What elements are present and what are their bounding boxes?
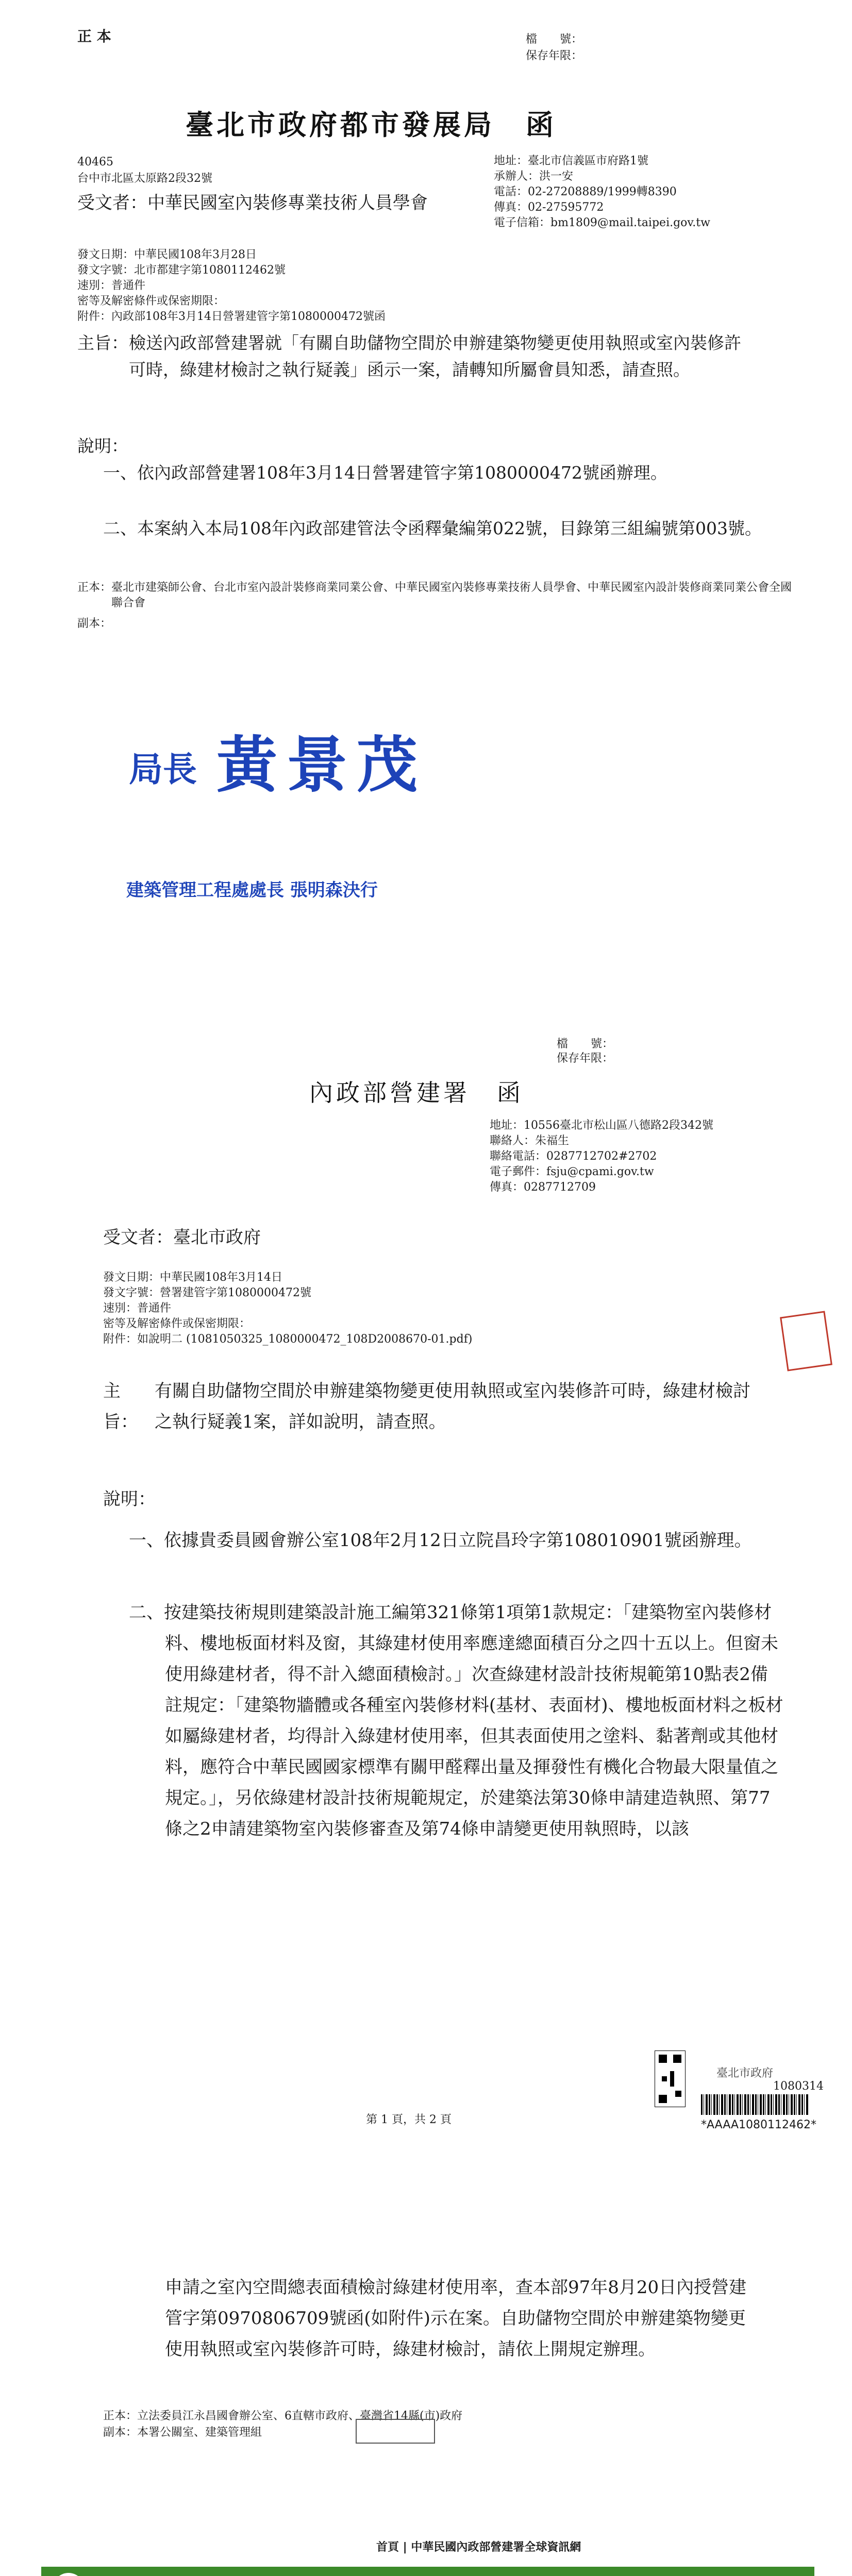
recipient (103, 1226, 261, 1249)
site-banner (41, 2567, 814, 2576)
meta-line: 密等及解密條件或保密期限： (77, 295, 225, 308)
cc-copy: 副本： (77, 617, 112, 630)
meta-block (77, 247, 747, 325)
meta-line: 速別：普通件 (77, 279, 146, 292)
director-label: 局長 (129, 749, 197, 789)
cc-copy: 副本：本署公關室、建築管理組 (103, 2426, 262, 2439)
meta-line: 附件：內政部108年3月14日營署建管字第1080000472號函 (77, 310, 386, 323)
qr-code-icon (655, 2050, 686, 2107)
contact-handler: 承辦人：洪一安 (494, 170, 574, 183)
subject-label: 主旨： (77, 333, 128, 353)
recipient-name: 臺北市政府 (173, 1227, 261, 1248)
contact-block (494, 154, 782, 231)
contact-fax: 傳真：0287712709 (490, 1181, 596, 1194)
file-no-label: 檔 號： (557, 1038, 614, 1050)
subject (77, 330, 758, 383)
barcode-text: *AAAA1080112462* (701, 2119, 817, 2131)
recipient-address: 台中市北區太原路2段32號 (77, 172, 212, 185)
meta-line: 發文日期：中華民國108年3月14日 (103, 1271, 282, 1284)
meta-line: 發文字號：北市都建字第1080112462號 (77, 264, 286, 277)
file-no-label: 檔 號： (526, 33, 583, 46)
seal-stamp-icon (356, 2419, 435, 2444)
subject-text: 檢送內政部營建署就「有關自助儲物空間於申辦建築物變更使用執照或室內裝修許可時，綠建材檢討之執行疑義」函示一案，請轉知所屬會員知悉，請查照。 (129, 333, 741, 380)
retention-label: 保存年限： (526, 49, 583, 62)
stamp-label: 臺北市政府 (716, 2067, 774, 2080)
cc-main: 正本：臺北市建築師公會、台北市室內設計裝修商業同業公會、中華民國室內裝修專業技術人員學會、中華民國室內設計裝修商業同業公會全國聯合會 (77, 581, 792, 609)
agency-logo-icon (52, 2572, 86, 2576)
subject-label: 主旨： (103, 1381, 138, 1432)
continued-text: 申請之室內空間總表面積檢討綠建材使用率，查本部97年8月20日內授營建管字第0970806709號函(如附件)示在案。自助儲物空間於申辦建築物變更使用執照或室內裝修許可時，綠建材檢討，請依上開規定辦理。 (165, 2277, 747, 2360)
subject (103, 1376, 753, 1437)
barcode-icon (701, 2094, 809, 2115)
contact-address: 地址：10556臺北市松山區八德路2段342號 (490, 1119, 713, 1132)
contact-fax: 傳真：02-27595772 (494, 201, 604, 214)
recipient-name: 中華民國室內裝修專業技術人員學會 (147, 193, 428, 213)
recipient-label: 受文者： (77, 193, 147, 213)
page-two (0, 1010, 852, 2200)
meta-line: 密等及解密條件或保密期限： (103, 1317, 251, 1330)
contact-phone: 聯絡電話：0287712702#2702 (490, 1150, 657, 1163)
copy-mark: 正 本 (77, 28, 111, 45)
contact-email: 電子郵件：fsju@cpami.gov.tw (490, 1165, 654, 1178)
received-stamp-icon (780, 1311, 832, 1371)
desc-item: 二、按建築技術規則建築設計施工編第321條第1項第1款規定：「建築物室內裝修材料、樓地板面材料及窗，其綠建材使用率應達總面積百分之四十五以上。但窗未使用綠建材者，得不計入總面積檢討。」次查綠建材設計技術規範第10點表2備註規定：「建築物牆體或各種室內裝修材料(基材、表面材)、樓地板面材料之板材如屬綠建材者，均得計入綠建材使用率，但其表面使用之塗料、黏著劑或其他材料，應符合中華民國國家標準有關甲醛釋出量及揮發性有機化合物最大限量值之規定。」，另依綠建材設計技術規範規定，於建築法第30條申請建造執照、第77條之2申請建築物室內裝修審查及第74條申請變更使用執照時，以該 (129, 1602, 783, 1839)
meta-line: 發文字號：營署建管字第1080000472號 (103, 1286, 311, 1299)
director-signature: 黃景茂 (216, 729, 427, 801)
subject-text: 有關自助儲物空間於申辦建築物變更使用執照或室內裝修許可時，綠建材檢討之執行疑義1案，詳如說明，請查照。 (155, 1381, 750, 1432)
contact-handler: 聯絡人：朱福生 (490, 1134, 570, 1147)
page-number: 第 1 頁，共 2 頁 (366, 2113, 452, 2126)
web-printout-page (0, 2468, 852, 2576)
desc-item: 一、依據貴委員國會辦公室108年2月12日立院昌玲字第108010901號函辦理。 (129, 1530, 752, 1551)
recipient (77, 192, 479, 214)
page-three (0, 2200, 852, 2468)
recipient-label: 受文者： (103, 1227, 173, 1248)
desc-item: 一、依內政部營建署108年3月14日營署建管字第1080000472號函辦理。 (103, 463, 667, 483)
delegate-line: 建築管理工程處處長 張明森決行 (126, 880, 378, 901)
meta-line: 速別：普通件 (103, 1302, 172, 1315)
meta-line: 發文日期：中華民國108年3月28日 (77, 248, 257, 261)
page-one (0, 0, 852, 1010)
contact-email: 電子信箱：bm1809@mail.taipei.gov.tw (494, 216, 710, 229)
meta-block (103, 1270, 670, 1347)
desc-label: 說明： (103, 1489, 156, 1510)
desc-item: 二、本案納入本局108年內政部建管法令函釋彙編第022號，目錄第三組編號第003號。 (103, 518, 762, 538)
page-title: 內政部營建署 函 (309, 1079, 524, 1107)
contact-block (490, 1118, 799, 1195)
contact-phone: 電話：02-27208889/1999轉8390 (494, 185, 677, 198)
meta-line: 附件：如說明二 (1081050325_1080000472_108D2008670-01.pdf) (103, 1333, 473, 1346)
breadcrumb[interactable]: 首頁 | 中華民國內政部營建署全球資訊網 (376, 2541, 581, 2554)
desc-label: 說明： (77, 436, 128, 456)
postcode: 40465 (77, 156, 113, 168)
cc-main: 正本：立法委員江永昌國會辦公室、6直轄市政府、臺灣省14縣(市)政府 (103, 2410, 463, 2422)
page-title: 臺北市政府都市發展局 函 (186, 108, 557, 141)
retention-label: 保存年限： (557, 1052, 614, 1065)
contact-address: 地址：臺北市信義區市府路1號 (494, 155, 648, 167)
stamp-date: 1080314 (773, 2080, 824, 2093)
